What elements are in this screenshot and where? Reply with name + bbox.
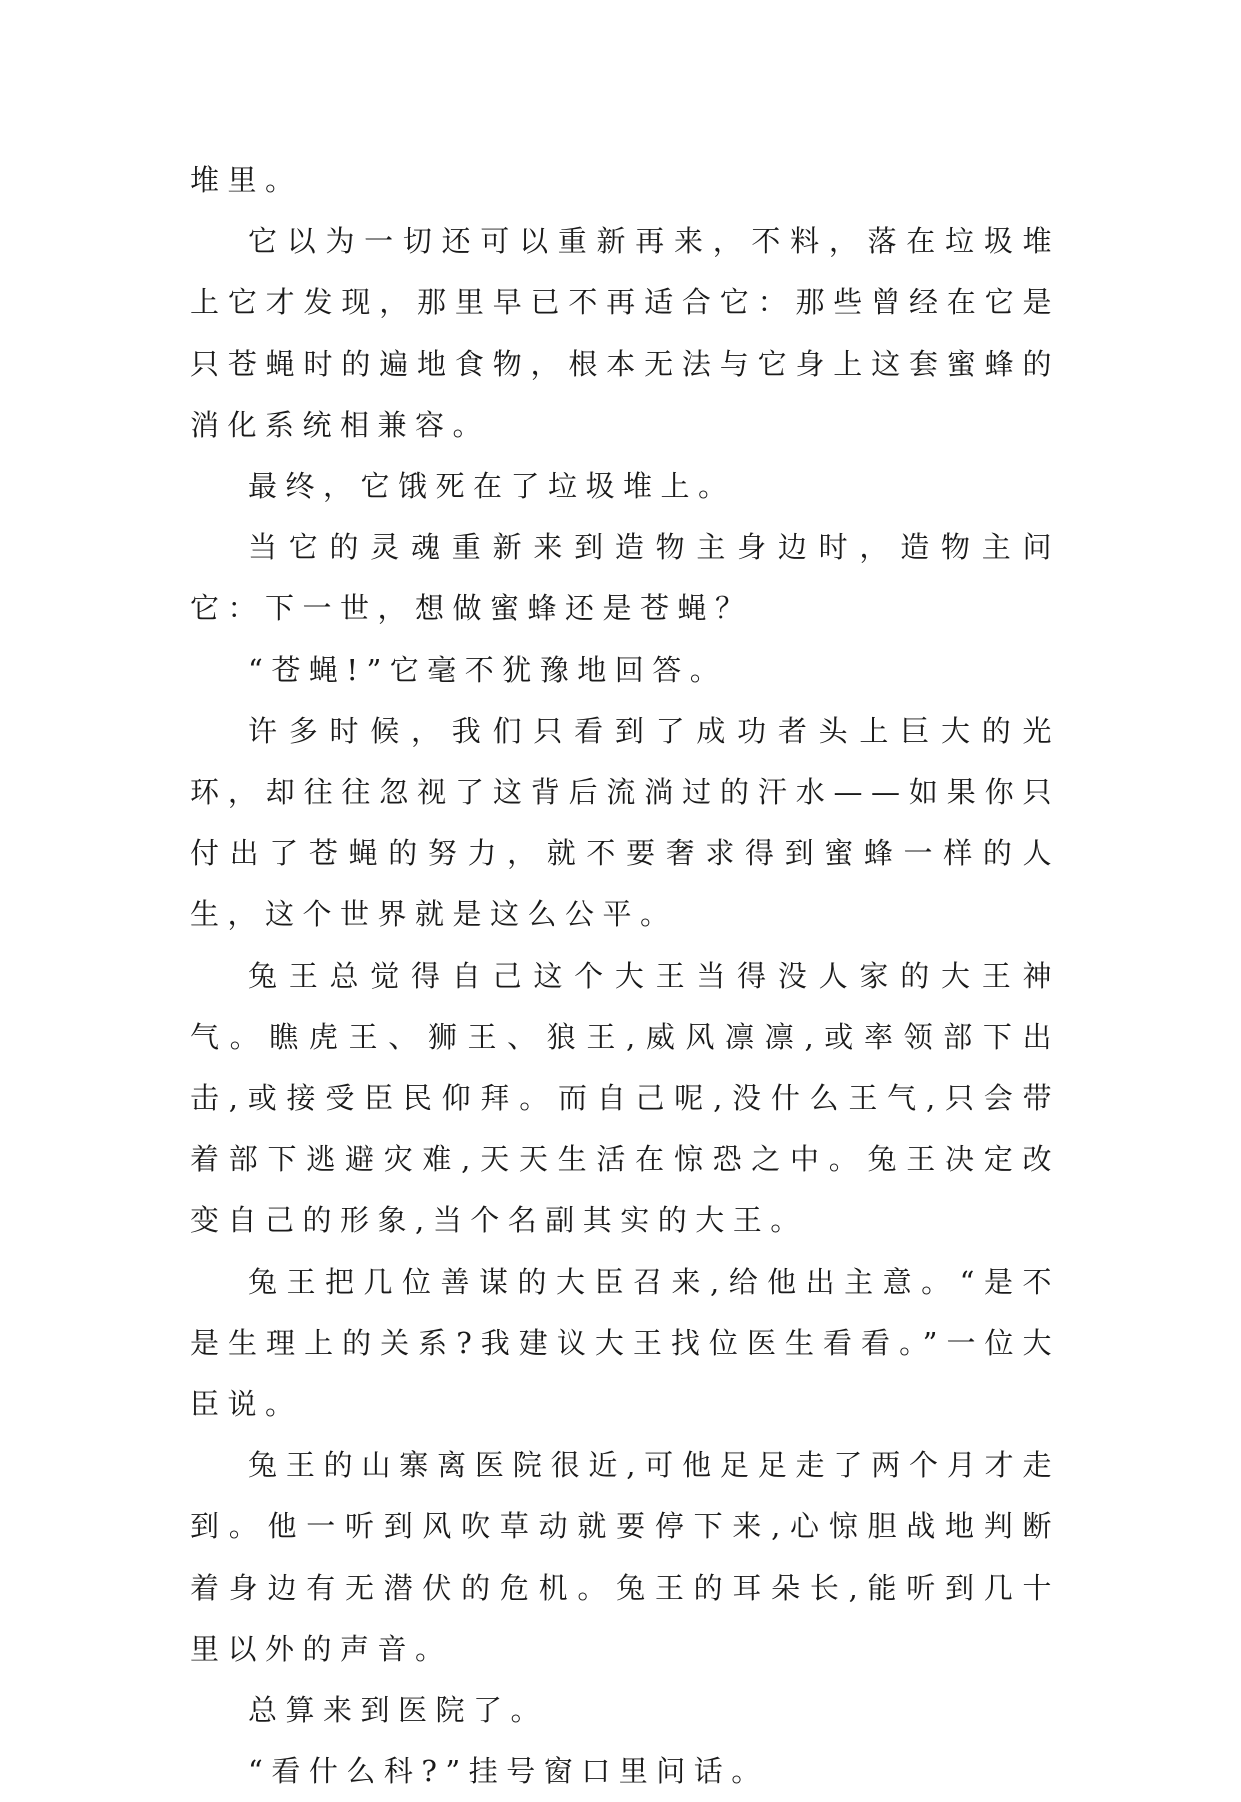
document-page: [190, 150, 1060, 1802]
paragraph: 兔王的山寨离医院很近,可他足足走了两个月才走到。他一听到风吹草动就要停下来,心惊胆战地判断着身边有无潜伏的危机。兔王的耳朵长,能听到几十里以外的声音。: [190, 1448, 1060, 1666]
paragraph: 兔王把几位善谋的大臣召来,给他出主意。“是不是生理上的关系?我建议大王找位医生看看。”一位大臣说。: [190, 1264, 1060, 1422]
paragraph: 许多时候，我们只看到了成功者头上巨大的光环，却往往忽视了这背后流淌过的汗水——如果你只付出了苍蝇的努力，就不要奢求得到蜜蜂一样的人生，这个世界就是这么公平。: [190, 713, 1060, 932]
paragraph: 最终，它饿死在了垃圾堆上。: [248, 469, 736, 504]
paragraph: “看什么科?”挂号窗口里问话。: [248, 1754, 769, 1789]
paragraph: “苍蝇!”它毫不犹豫地回答。: [248, 652, 728, 687]
paragraph: 兔王总觉得自己这个大王当得没人家的大王神气。瞧虎王、狮王、狼王,威风凛凛,或率领部下出击,或接受臣民仰拜。而自己呢,没什么王气,只会带着部下逃避灾难,天天生活在惊恐之中。兔王决定改变自己的形象,当个名副其实的大王。: [190, 958, 1060, 1238]
paragraph: 它以为一切还可以重新再来，不料，落在垃圾堆上它才发现，那里早已不再适合它：那些曾经在它是只苍蝇时的遍地食物，根本无法与它身上这套蜜蜂的消化系统相兼容。: [190, 224, 1060, 442]
paragraph: 堆里。: [190, 163, 303, 197]
paragraph: 总算来到医院了。: [248, 1693, 549, 1728]
paragraph: 当它的灵魂重新来到造物主身边时，造物主问它：下一世，想做蜜蜂还是苍蝇？: [190, 530, 1060, 626]
